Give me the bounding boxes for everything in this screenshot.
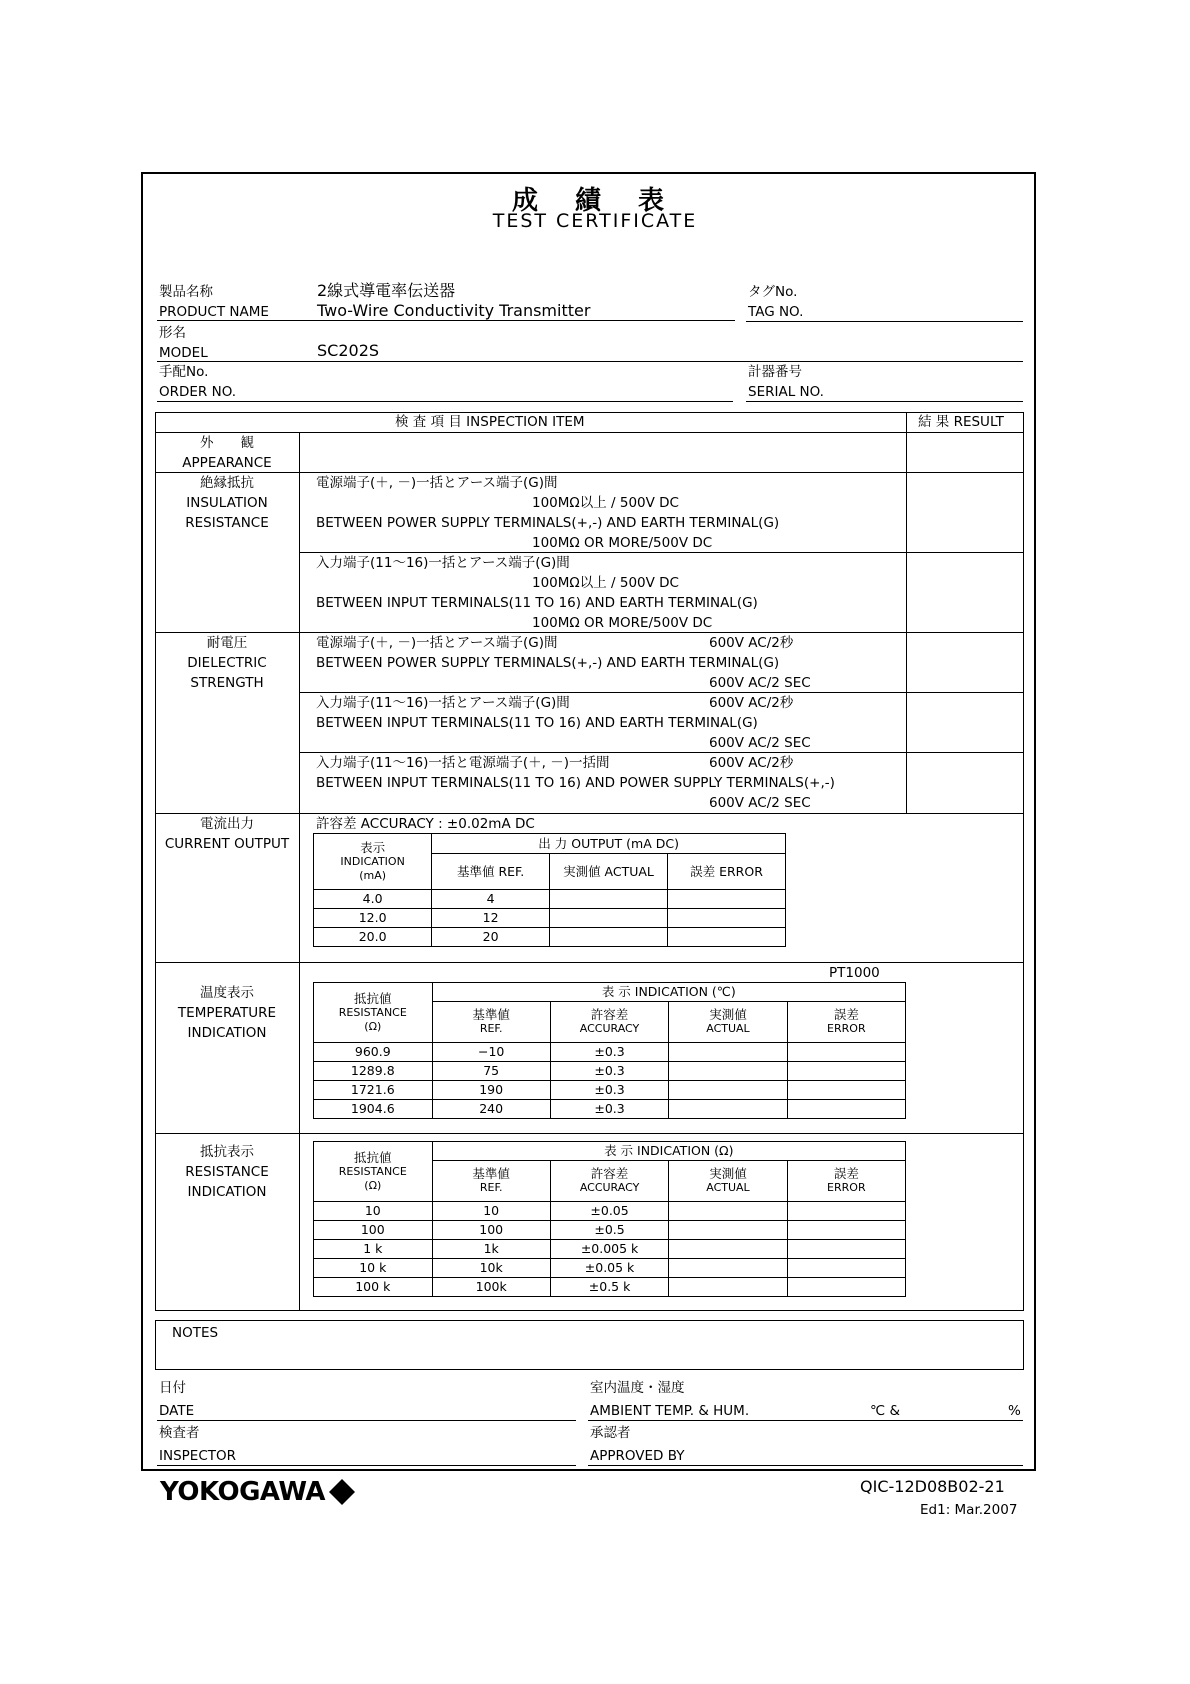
temperature-label-en2: INDICATION — [187, 1025, 267, 1041]
resistance-label-jp: 抵抗表示 — [200, 1144, 254, 1160]
dielectric-label-en1: DIELECTRIC — [187, 655, 267, 671]
product-value-jp: 2線式導電率伝送器 — [317, 281, 456, 300]
tag-label-jp: タグNo. — [748, 284, 798, 300]
table-row: 4.0 4 — [314, 890, 786, 909]
model-value: SC202S — [317, 341, 380, 360]
inspector-label-en: INSPECTOR — [159, 1448, 236, 1464]
sensor-type: PT1000 — [829, 965, 880, 981]
dielectric-label-jp: 耐電圧 — [206, 635, 248, 651]
tag-field[interactable] — [746, 321, 1023, 322]
resistance-col-resistance: 抵抗値 RESISTANCE (Ω) — [314, 1142, 433, 1202]
diamond-logo-icon — [329, 1479, 355, 1505]
dielectric-b-value-jp: 600V AC/2秒 — [709, 695, 794, 711]
dielectric-c-value-en: 600V AC/2 SEC — [709, 795, 811, 811]
resistance-col-indication: 表 示 INDICATION (Ω) — [432, 1142, 905, 1161]
document-code: QIC-12D08B02-21 — [860, 1477, 1005, 1496]
product-value-en: Two-Wire Conductivity Transmitter — [317, 301, 591, 320]
model-label-jp: 形名 — [159, 325, 186, 341]
insulation-a-jp: 電源端子(＋, －)一括とアース端子(G)間 — [316, 475, 558, 491]
appearance-label-en: APPEARANCE — [182, 455, 272, 471]
table-row: 20.0 20 — [314, 928, 786, 947]
insulation-b-jp: 入力端子(11～16)一括とアース端子(G)間 — [316, 555, 570, 571]
notes-label: NOTES — [172, 1325, 219, 1341]
serial-label-jp: 計器番号 — [748, 364, 802, 380]
table-row: 100 100 ±0.5 — [314, 1221, 906, 1240]
insulation-b-value-en: 100MΩ OR MORE/500V DC — [532, 615, 713, 631]
table-row: 1904.6 240 ±0.3 — [314, 1100, 906, 1119]
result-header: 結 果 RESULT — [918, 414, 1004, 430]
ambient-temp-unit: ℃ & — [870, 1403, 900, 1419]
order-label-en: ORDER NO. — [159, 384, 237, 400]
order-field[interactable] — [157, 401, 733, 402]
temperature-label-jp: 温度表示 — [200, 985, 254, 1001]
insulation-label-jp: 絶縁抵抗 — [200, 475, 254, 491]
approved-label-jp: 承認者 — [590, 1425, 631, 1441]
insulation-label-en2: RESISTANCE — [185, 515, 269, 531]
current-col-ref: 基準値 REF. — [432, 854, 550, 890]
inspection-item-header: 検 査 項 目 INSPECTION ITEM — [395, 414, 585, 430]
current-label-en: CURRENT OUTPUT — [164, 836, 290, 852]
dielectric-c-value-jp: 600V AC/2秒 — [709, 755, 794, 771]
table-row: 1 k 1k ±0.005 k — [314, 1240, 906, 1259]
dielectric-b-value-en: 600V AC/2 SEC — [709, 735, 811, 751]
ambient-hum-unit: % — [1008, 1403, 1021, 1419]
insulation-b-en: BETWEEN INPUT TERMINALS(11 TO 16) AND EARTH TERMINAL(G) — [316, 595, 758, 611]
ambient-field[interactable] — [588, 1420, 1023, 1421]
insulation-a-en: BETWEEN POWER SUPPLY TERMINALS(+,-) AND EARTH TERMINAL(G) — [316, 515, 780, 531]
table-row: 1721.6 190 ±0.3 — [314, 1081, 906, 1100]
approved-label-en: APPROVED BY — [590, 1448, 685, 1464]
yokogawa-logo: YOKOGAWA — [160, 1477, 326, 1507]
dielectric-label-en2: STRENGTH — [190, 675, 264, 691]
temperature-label-en1: TEMPERATURE — [177, 1005, 277, 1021]
table-row: 10 k 10k ±0.05 k — [314, 1259, 906, 1278]
title-japanese: 成 績 表 — [511, 186, 679, 216]
product-name-label-jp: 製品名称 — [159, 284, 213, 300]
insulation-b-value-jp: 100MΩ以上 / 500V DC — [532, 575, 679, 591]
table-row: 1289.8 75 ±0.3 — [314, 1062, 906, 1081]
dielectric-b-jp: 入力端子(11～16)一括とアース端子(G)間 — [316, 695, 570, 711]
table-row: 960.9 −10 ±0.3 — [314, 1043, 906, 1062]
dielectric-c-jp: 入力端子(11～16)一括と電源端子(＋, －)一括間 — [316, 755, 610, 771]
notes-box[interactable] — [155, 1320, 1024, 1370]
insulation-a-value-en: 100MΩ OR MORE/500V DC — [532, 535, 713, 551]
product-name-label-en: PRODUCT NAME — [159, 304, 269, 320]
current-col-actual: 実測値 ACTUAL — [549, 854, 667, 890]
title-english: TEST CERTIFICATE — [492, 210, 698, 232]
inspector-field[interactable] — [157, 1465, 576, 1466]
dielectric-a-value-en: 600V AC/2 SEC — [709, 675, 811, 691]
temperature-col-indication: 表 示 INDICATION (℃) — [432, 983, 905, 1002]
ambient-label-jp: 室内温度・湿度 — [590, 1380, 685, 1396]
dielectric-a-en: BETWEEN POWER SUPPLY TERMINALS(+,-) AND EARTH TERMINAL(G) — [316, 655, 780, 671]
temperature-col-resistance: 抵抗値 RESISTANCE (Ω) — [314, 983, 433, 1043]
temperature-table: 抵抗値 RESISTANCE (Ω) 表 示 INDICATION (℃) 基準値 REF. 許容差 ACCURACY 実測値 ACTUAL 誤差 ERROR 960.9 −10 ±0.3 1289.8 75 ±0.3 1721.6 190 ±0.3 1904.6 240 ±0.3 — [313, 982, 906, 1119]
table-row: 100 k 100k ±0.5 k — [314, 1278, 906, 1297]
current-col-indication: 表示 INDICATION (mA) — [314, 834, 432, 890]
order-label-jp: 手配No. — [159, 364, 209, 380]
date-field[interactable] — [157, 1420, 576, 1421]
dielectric-b-en: BETWEEN INPUT TERMINALS(11 TO 16) AND EARTH TERMINAL(G) — [316, 715, 758, 731]
current-label-jp: 電流出力 — [200, 816, 254, 832]
ambient-label-en: AMBIENT TEMP. & HUM. — [590, 1403, 750, 1419]
inspector-label-jp: 検査者 — [159, 1425, 200, 1441]
tag-label-en: TAG NO. — [748, 304, 804, 320]
dielectric-a-value-jp: 600V AC/2秒 — [709, 635, 794, 651]
resistance-label-en2: INDICATION — [187, 1184, 267, 1200]
current-output-table — [313, 833, 786, 947]
edition: Ed1: Mar.2007 — [920, 1502, 1018, 1518]
appearance-label-jp: 外 観 — [200, 435, 254, 451]
insulation-label-en1: INSULATION — [186, 495, 268, 511]
insulation-a-value-jp: 100MΩ以上 / 500V DC — [532, 495, 679, 511]
serial-field[interactable] — [746, 401, 1023, 402]
serial-label-en: SERIAL NO. — [748, 384, 824, 400]
date-label-en: DATE — [159, 1403, 195, 1419]
resistance-label-en1: RESISTANCE — [185, 1164, 269, 1180]
resistance-table: 抵抗値 RESISTANCE (Ω) 表 示 INDICATION (Ω) 基準値 REF. 許容差 ACCURACY 実測値 ACTUAL 誤差 ERROR 10 10 ±0.05 100 100 ±0.5 1 k 1k ±0.005 k 10 k 10k ±0.05 k 100 k 100k ±0.5 k — [313, 1141, 906, 1297]
approved-field[interactable] — [588, 1465, 1023, 1466]
table-row: 12.0 12 — [314, 909, 786, 928]
current-col-output: 出 力 OUTPUT (mA DC) — [432, 834, 786, 854]
current-accuracy: 許容差 ACCURACY : ±0.02mA DC — [316, 816, 535, 832]
table-row: 10 10 ±0.05 — [314, 1202, 906, 1221]
dielectric-a-jp: 電源端子(＋, －)一括とアース端子(G)間 — [316, 635, 558, 651]
dielectric-c-en: BETWEEN INPUT TERMINALS(11 TO 16) AND POWER SUPPLY TERMINALS(+,-) — [316, 775, 835, 791]
model-label-en: MODEL — [159, 345, 208, 361]
current-col-error: 誤差 ERROR — [668, 854, 786, 890]
date-label-jp: 日付 — [159, 1380, 186, 1396]
